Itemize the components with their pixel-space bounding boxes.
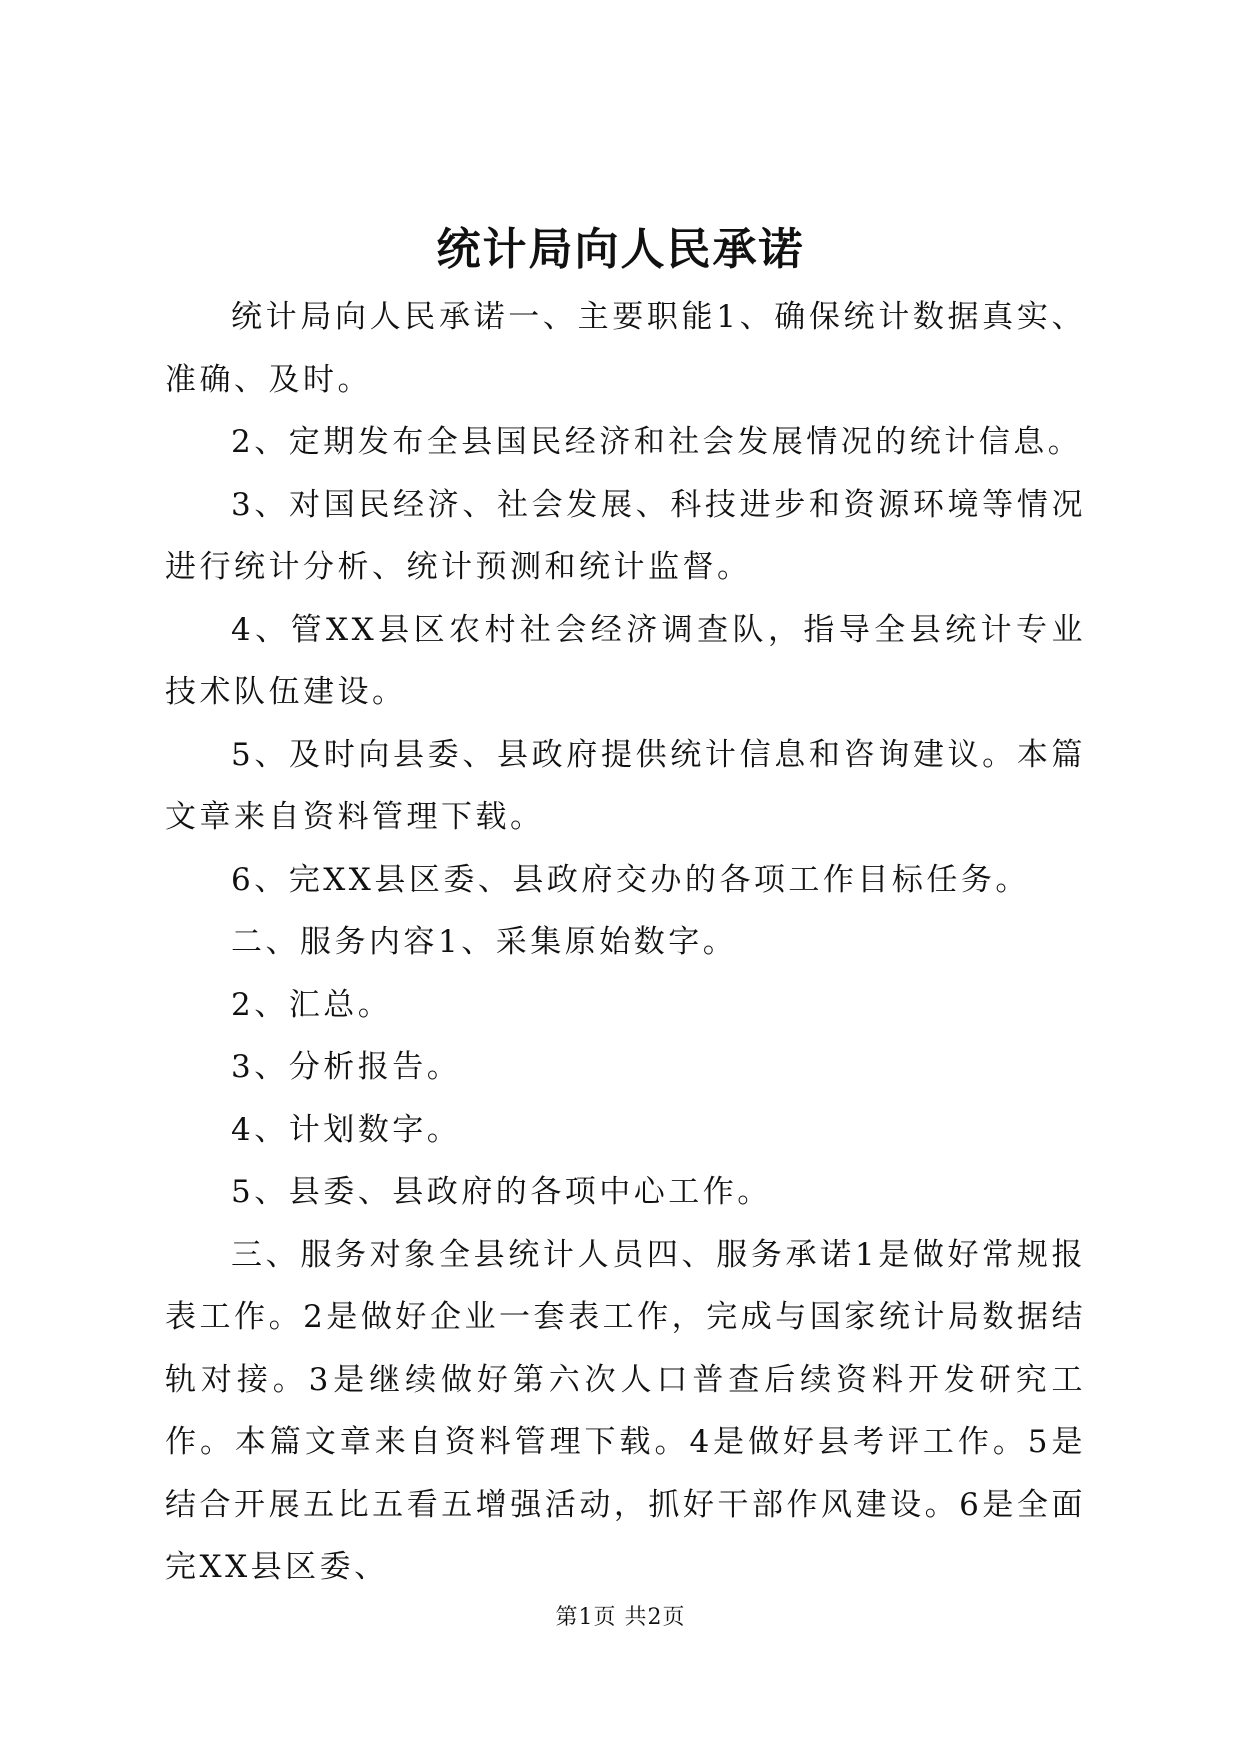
document-body [165, 286, 1086, 1599]
paragraph-duty-3: 3、对国民经济、社会发展、科技进步和资源环境等情况进行统计分析、统计预测和统计监督。 [165, 486, 1086, 585]
document-title: 统计局向人民承诺 [436, 224, 805, 275]
paragraph-service-commitment: 三、服务对象全县统计人员四、服务承诺1是做好常规报表工作。2是做好企业一套表工作，完成与国家统计局数据结轨对接。3是继续做好第六次人口普查后续资料开发研究工作。本篇文章来自资料管理下载。4是做好县考评工作。5是结合开展五比五看五增强活动，抓好干部作风建设。6是全面完XX县区委、 [165, 1236, 1086, 1585]
paragraph-service-content-4: 4、计划数字。 [231, 1111, 462, 1148]
paragraph-service-content-2: 2、汇总。 [231, 986, 393, 1023]
paragraph-duty-2: 2、定期发布全县国民经济和社会发展情况的统计信息。 [231, 424, 1083, 460]
paragraph-duty-4: 4、管XX县区农村社会经济调查队，指导全县统计专业技术队伍建设。 [165, 611, 1086, 710]
paragraph-service-content-1: 二、服务内容1、采集原始数字。 [231, 924, 738, 960]
paragraph-service-content-5: 5、县委、县政府的各项中心工作。 [231, 1174, 772, 1210]
paragraph-service-content-3: 3、分析报告。 [231, 1049, 462, 1085]
paragraph-intro-duties: 统计局向人民承诺一、主要职能1、确保统计数据真实、准确、及时。 [165, 299, 1086, 398]
paragraph-duty-5: 5、及时向县委、县政府提供统计信息和咨询建议。本篇文章来自资料管理下载。 [165, 736, 1086, 835]
paragraph-duty-6: 6、完XX县区委、县政府交办的各项工作目标任务。 [231, 861, 1030, 898]
page-number-footer: 第1页 共2页 [555, 1605, 686, 1630]
